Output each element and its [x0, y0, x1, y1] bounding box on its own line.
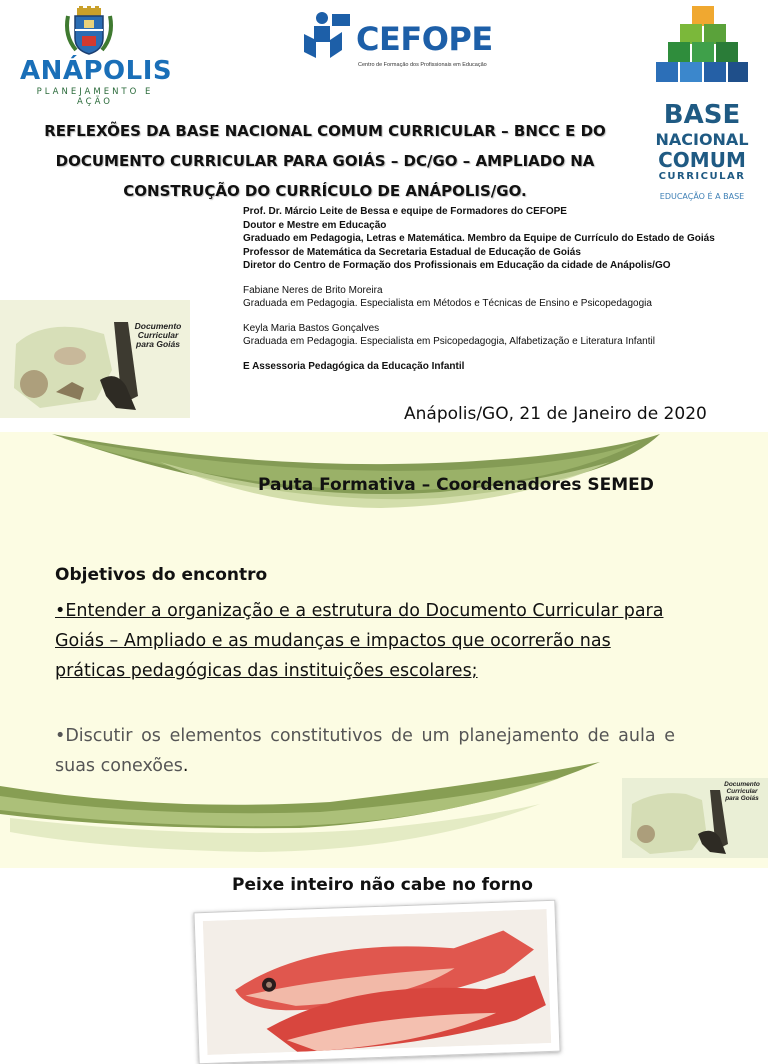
objective-1-text: Entender a organização e a estrutura do Documento Curricular para Goiás – Ampliado e as mudanças e impactos que ocorrerão nas práticas pedagógicas das instituições escolares; — [55, 601, 664, 681]
objective-item-2 — [55, 721, 675, 781]
author-second-description: Graduada em Pedagogia. Especialista em Métodos e Técnicas de Ensino e Psicopedagogia — [243, 298, 652, 309]
anapolis-logo — [14, 6, 174, 107]
cefope-reader-icon — [302, 10, 352, 60]
title-line-3: CONSTRUÇÃO DO CURRÍCULO DE ANÁPOLIS/GO. — [123, 182, 527, 200]
author-third-description: Graduada em Pedagogia. Especialista em Psicopedagogia, Alfabetização e Literatura Infantil — [243, 336, 655, 347]
bullet-icon: • — [55, 726, 66, 746]
bncc-word-curricular: CURRICULAR — [658, 171, 746, 182]
anapolis-tagline: PLANEJAMENTO E AÇÃO — [36, 87, 154, 107]
anapolis-wordmark: ANÁPOLIS — [20, 56, 173, 86]
author-main-name: Prof. Dr. Márcio Leite de Bessa e equipe de Formadores do CEFOPE — [243, 206, 567, 217]
bullet-icon: • — [55, 601, 66, 621]
fish-heading: Peixe inteiro não cabe no forno — [232, 875, 533, 895]
bncc-slogan: EDUCAÇÃO É A BASE — [659, 192, 745, 201]
objective-2-period: . — [182, 756, 189, 776]
fish-photo — [193, 900, 560, 1064]
cefope-subtitle: Centro de Formação dos Profissionais em Educação — [358, 62, 487, 68]
documento-curricular-image — [0, 300, 190, 418]
authors-block — [243, 205, 753, 373]
author-main-graduation: Graduado em Pedagogia, Letras e Matemática. Membro da Equipe de Currículo do Estado de Goiás — [243, 233, 715, 244]
objective-item-1 — [55, 596, 685, 686]
author-second-name: Fabiane Neres de Brito Moreira — [243, 284, 383, 296]
title-line-2: DOCUMENTO CURRICULAR PARA GOIÁS – DC/GO – AMPLIADO NA — [55, 152, 595, 170]
title-line-1: REFLEXÕES DA BASE NACIONAL COMUM CURRICULAR – BNCC E DO — [44, 122, 606, 140]
assessoria-line: E Assessoria Pedagógica da Educação Infantil — [243, 360, 465, 372]
documento-curricular-image-small — [622, 778, 768, 858]
bncc-word-nacional: NACIONAL — [655, 130, 749, 149]
objectives-heading: Objetivos do encontro — [55, 565, 268, 585]
goias-map-illustration-icon — [0, 300, 190, 418]
objective-2-text: Discutir os elementos constitutivos de um planejamento de aula e suas conexões — [55, 726, 675, 776]
bncc-word-base: BASE — [663, 100, 741, 130]
bncc-word-comum: COMUM — [658, 148, 746, 172]
document-title — [20, 116, 630, 206]
dc-label-small: Documento Curricular para Goiás — [724, 781, 760, 802]
cefope-wordmark: CEFOPE — [356, 20, 493, 58]
red-fish-photo-icon — [203, 909, 551, 1055]
cefope-logo — [296, 6, 493, 78]
bncc-logo — [646, 4, 758, 204]
author-main-degree: Doutor e Mestre em Educação — [243, 219, 387, 231]
author-third-name: Keyla Maria Bastos Gonçalves — [243, 322, 380, 334]
bncc-cubes-icon — [654, 4, 750, 94]
pauta-title: Pauta Formativa – Coordenadores SEMED — [258, 475, 654, 495]
place-date: Anápolis/GO, 21 de Janeiro de 2020 — [404, 404, 707, 424]
author-main-director: Diretor do Centro de Formação dos Profissionais em Educação da cidade de Anápolis/GO — [243, 260, 671, 271]
author-main-professor: Professor de Matemática da Secretaria Estadual de Educação de Goiás — [243, 246, 581, 258]
dc-label: Documento Curricular para Goiás — [134, 321, 182, 349]
anapolis-coat-of-arms-icon — [60, 6, 118, 58]
